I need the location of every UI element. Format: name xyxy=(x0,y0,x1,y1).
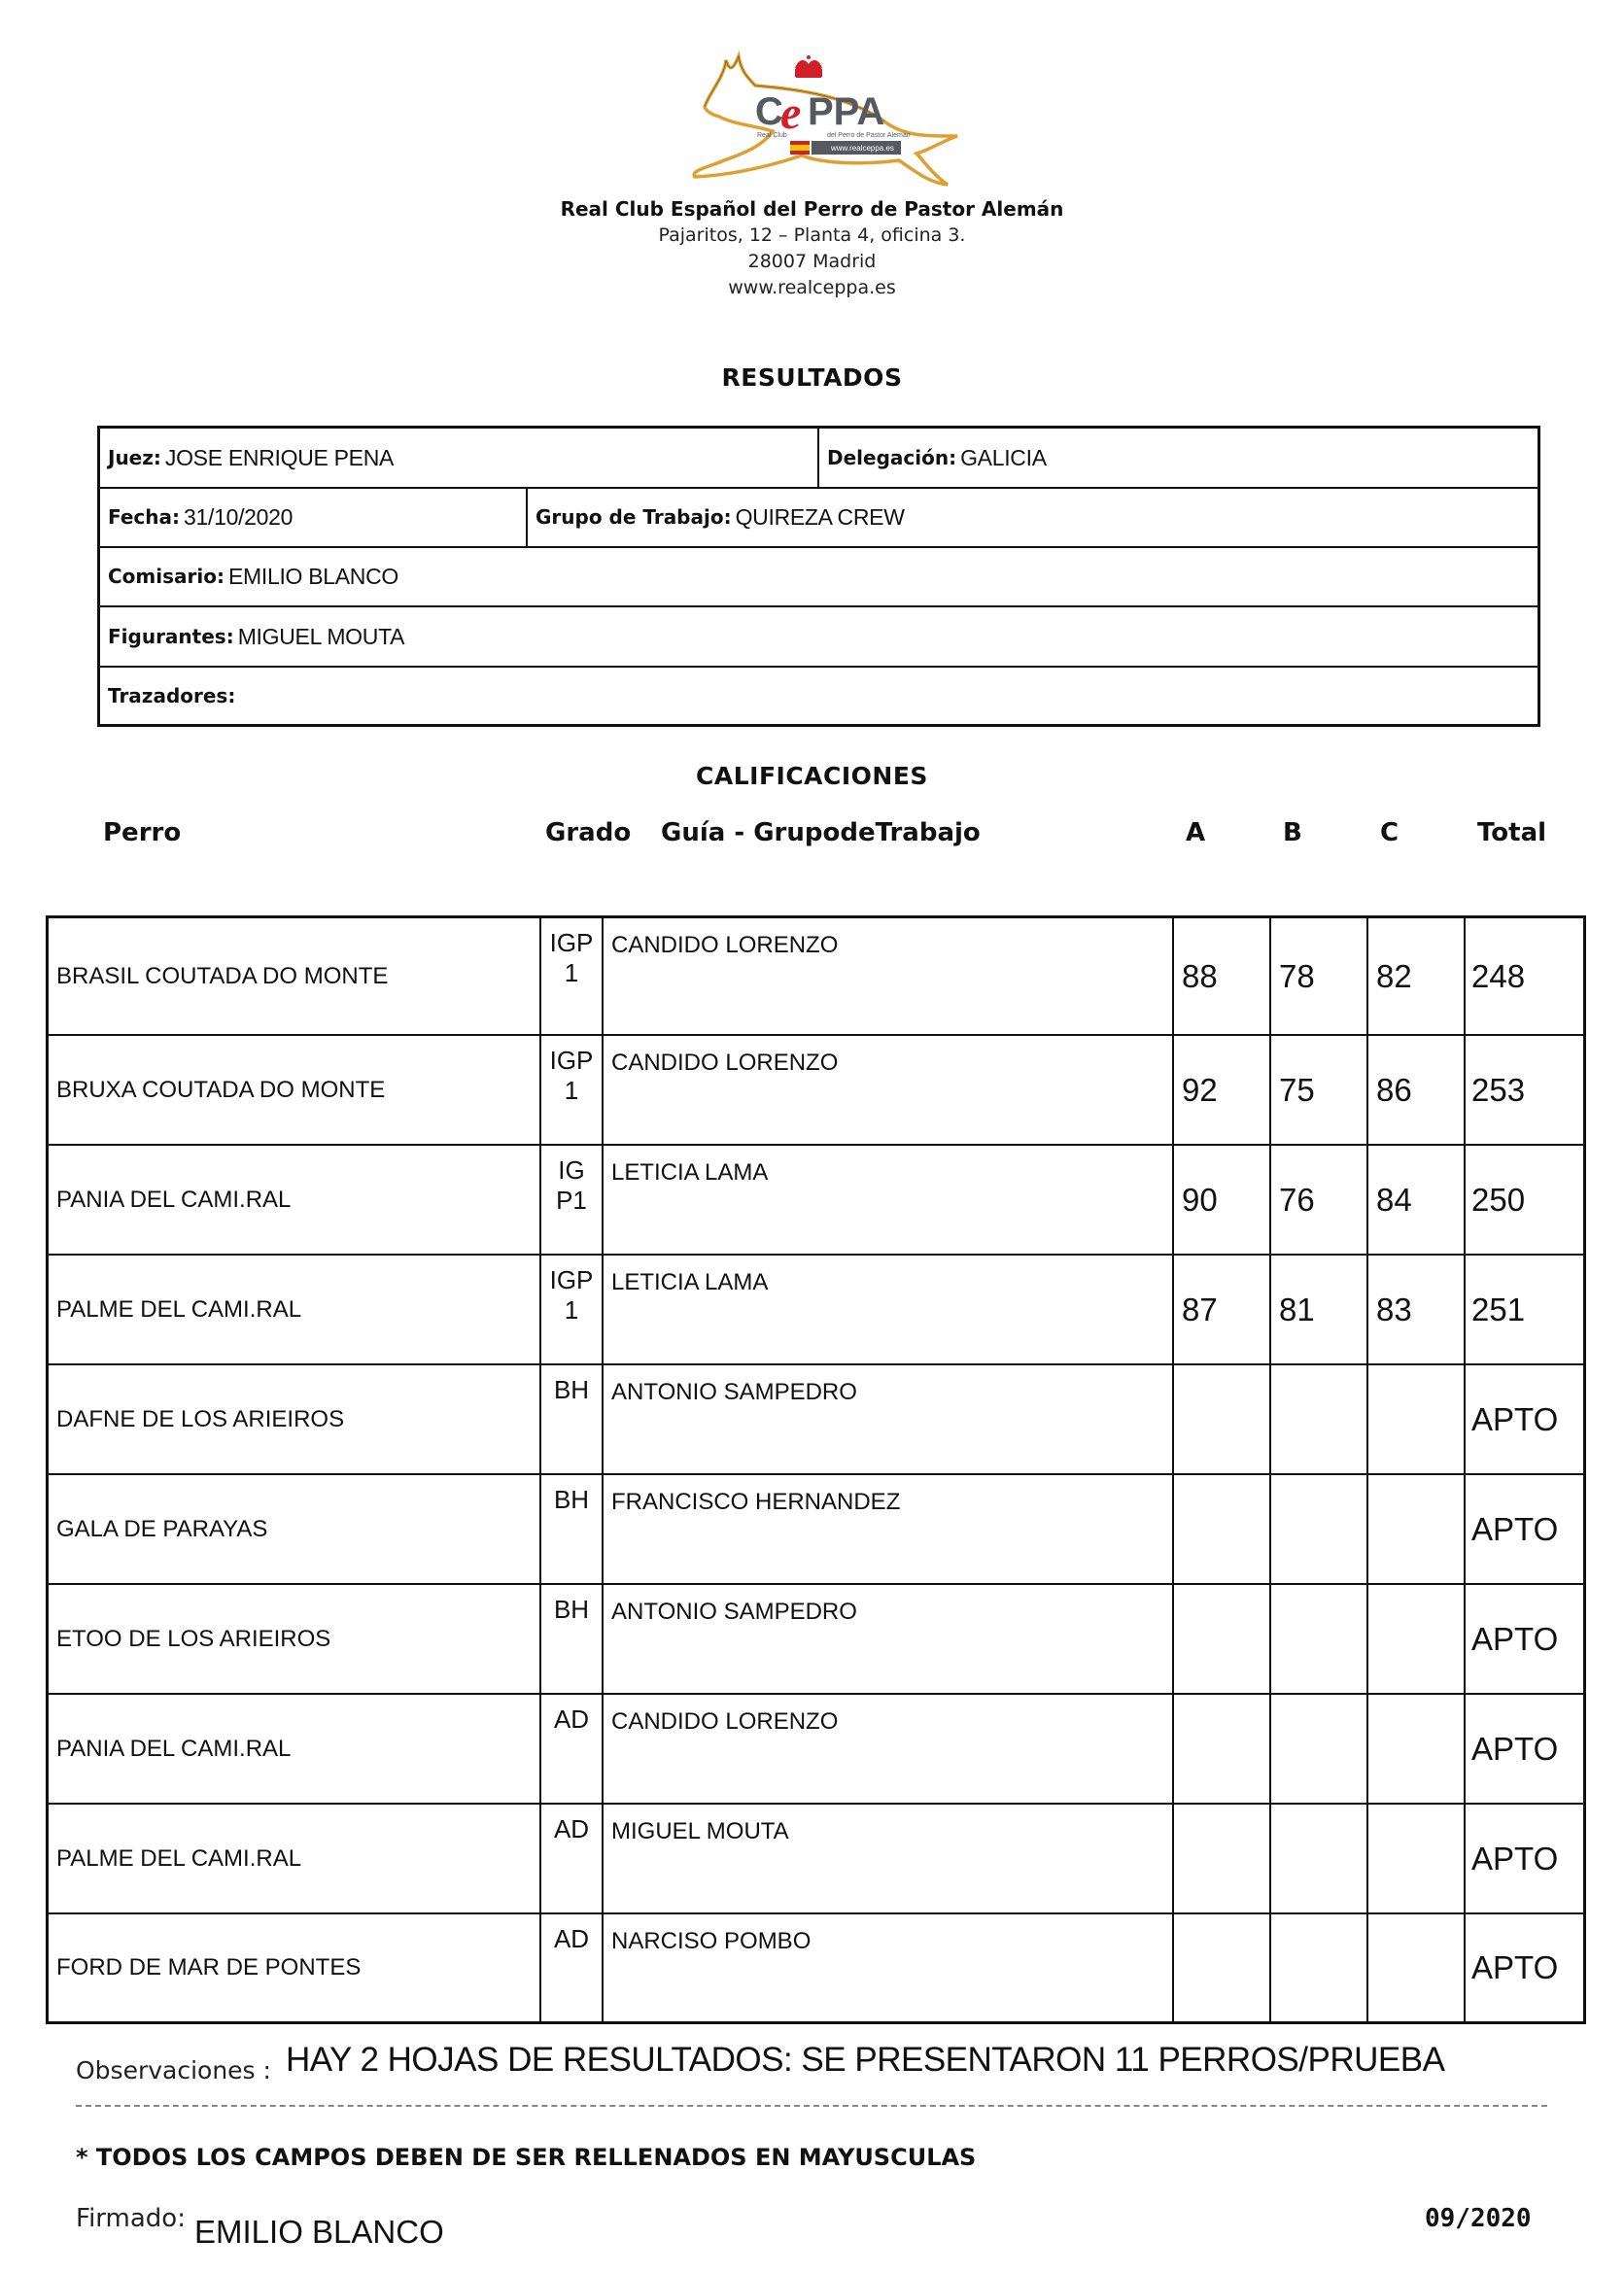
figurantes-field[interactable] xyxy=(100,607,1538,666)
grado-line-1: IG xyxy=(558,1155,585,1185)
svg-text:e: e xyxy=(780,87,802,139)
table-row xyxy=(46,1146,1586,1256)
column-header-grado: Grado xyxy=(545,818,632,847)
score-a-cell[interactable] xyxy=(1174,1805,1271,1912)
table-row xyxy=(46,1805,1586,1914)
figurantes-label: Figurantes: xyxy=(108,625,234,648)
guia-cell[interactable]: ANTONIO SAMPEDRO xyxy=(604,1585,1174,1693)
score-c-cell[interactable] xyxy=(1368,1914,1466,2021)
grado-line-2: 1 xyxy=(564,1076,579,1105)
table-row xyxy=(46,1695,1586,1805)
uppercase-note: * TODOS LOS CAMPOS DEBEN DE SER RELLENADOS EN MAYUSCULAS xyxy=(76,2144,977,2171)
info-row-figurantes xyxy=(100,607,1538,668)
grado-line-1: BH xyxy=(553,1485,590,1514)
column-header-a: A xyxy=(1186,818,1206,847)
score-b-cell[interactable]: 78 xyxy=(1271,918,1368,1034)
score-a-cell[interactable] xyxy=(1174,1695,1271,1803)
guia-cell[interactable]: FRANCISCO HERNANDEZ xyxy=(604,1475,1174,1583)
delegacion-field[interactable] xyxy=(819,429,1538,487)
score-a-cell[interactable] xyxy=(1174,1475,1271,1583)
grado-line-2: 1 xyxy=(564,958,579,987)
grado-cell[interactable] xyxy=(541,1805,604,1912)
perro-cell[interactable]: PALME DEL CAMI.RAL xyxy=(49,1805,541,1912)
results-table xyxy=(46,915,1586,2024)
perro-cell[interactable]: FORD DE MAR DE PONTES xyxy=(49,1914,541,2021)
grado-line-1: BH xyxy=(553,1375,590,1404)
trazadores-field[interactable] xyxy=(100,667,1538,724)
juez-field[interactable] xyxy=(100,429,819,487)
score-b-cell[interactable]: 81 xyxy=(1271,1256,1368,1363)
info-row-trazadores xyxy=(100,667,1538,724)
firmado-label: Firmado: xyxy=(76,2204,186,2233)
score-a-cell[interactable]: 92 xyxy=(1174,1036,1271,1144)
score-c-cell[interactable]: 83 xyxy=(1368,1256,1466,1363)
observaciones-underline xyxy=(76,2105,1547,2107)
grado-line-2: P1 xyxy=(556,1186,587,1215)
grado-cell[interactable] xyxy=(541,1585,604,1693)
total-cell[interactable]: APTO xyxy=(1471,1620,1559,1657)
table-row xyxy=(46,915,1586,1036)
svg-text:Real Club: Real Club xyxy=(757,132,787,139)
grado-line-1: AD xyxy=(553,1814,590,1843)
column-header-b: B xyxy=(1283,818,1302,847)
score-b-cell[interactable] xyxy=(1271,1475,1368,1583)
guia-cell[interactable]: CANDIDO LORENZO xyxy=(604,1036,1174,1144)
website-link[interactable]: www.realceppa.es xyxy=(728,277,896,298)
grado-cell[interactable] xyxy=(541,918,604,1034)
score-b-cell[interactable] xyxy=(1271,1805,1368,1912)
grado-cell[interactable] xyxy=(541,1365,604,1473)
grado-cell[interactable] xyxy=(541,1256,604,1363)
grado-line-2: 1 xyxy=(564,1295,579,1325)
delegacion-label: Delegación: xyxy=(827,446,957,469)
perro-cell[interactable]: PANIA DEL CAMI.RAL xyxy=(49,1695,541,1803)
score-b-cell[interactable]: 76 xyxy=(1271,1146,1368,1254)
address-line-1: Pajaritos, 12 – Planta 4, oficina 3. xyxy=(658,224,966,246)
total-cell[interactable]: APTO xyxy=(1471,1949,1559,1985)
guia-cell[interactable]: CANDIDO LORENZO xyxy=(604,1695,1174,1803)
info-row-juez xyxy=(100,429,1538,489)
perro-cell[interactable]: GALA DE PARAYAS xyxy=(49,1475,541,1583)
score-a-cell[interactable] xyxy=(1174,1365,1271,1473)
guia-cell[interactable]: CANDIDO LORENZO xyxy=(604,918,1174,1034)
figurantes-value: MIGUEL MOUTA xyxy=(237,623,405,649)
total-cell[interactable]: APTO xyxy=(1471,1840,1559,1877)
total-cell[interactable]: APTO xyxy=(1471,1510,1559,1547)
column-header-c: C xyxy=(1380,818,1399,847)
grado-cell[interactable] xyxy=(541,1695,604,1803)
svg-text:PPA: PPA xyxy=(808,90,885,133)
guia-cell[interactable]: LETICIA LAMA xyxy=(604,1256,1174,1363)
perro-cell[interactable]: BRASIL COUTADA DO MONTE xyxy=(49,918,541,1034)
column-header-guia: Guía - GrupodeTrabajo xyxy=(661,818,981,847)
score-c-cell[interactable] xyxy=(1368,1365,1466,1473)
observaciones-value[interactable]: HAY 2 HOJAS DE RESULTADOS: SE PRESENTARON 11 PERROS/PRUEBA xyxy=(286,2041,1445,2079)
grado-line-1: AD xyxy=(553,1705,590,1734)
info-row-fecha xyxy=(100,488,1538,548)
grado-line-1: BH xyxy=(553,1595,590,1624)
score-c-cell[interactable]: 86 xyxy=(1368,1036,1466,1144)
grado-cell[interactable] xyxy=(541,1475,604,1583)
address-line-2: 28007 Madrid xyxy=(747,251,877,272)
grado-line-1: IGP xyxy=(549,1265,594,1294)
grado-cell[interactable] xyxy=(541,1036,604,1144)
grado-line-1: AD xyxy=(553,1924,590,1953)
grado-line-1: IGP xyxy=(549,928,594,957)
comisario-value: EMILIO BLANCO xyxy=(227,563,399,589)
perro-cell[interactable]: BRUXA COUTADA DO MONTE xyxy=(49,1036,541,1144)
delegacion-value: GALICIA xyxy=(960,444,1047,470)
total-cell[interactable]: APTO xyxy=(1471,1400,1559,1437)
score-a-cell[interactable] xyxy=(1174,1914,1271,2021)
column-header-total: Total xyxy=(1477,818,1547,847)
guia-cell[interactable]: LETICIA LAMA xyxy=(604,1146,1174,1254)
comisario-label: Comisario: xyxy=(108,565,225,588)
table-row xyxy=(46,1256,1586,1365)
juez-label: Juez: xyxy=(108,446,161,469)
svg-text:www.realceppa.es: www.realceppa.es xyxy=(831,144,894,153)
total-cell[interactable]: 250 xyxy=(1471,1181,1526,1218)
table-row xyxy=(46,1036,1586,1146)
score-c-cell[interactable]: 82 xyxy=(1368,918,1466,1034)
perro-cell[interactable]: ETOO DE LOS ARIEIROS xyxy=(49,1585,541,1693)
perro-cell[interactable]: DAFNE DE LOS ARIEIROS xyxy=(49,1365,541,1473)
ceppa-logo xyxy=(666,39,967,189)
info-row-comisario xyxy=(100,547,1538,607)
club-name: Real Club Español del Perro de Pastor Alemán xyxy=(560,197,1064,221)
total-cell[interactable]: 251 xyxy=(1471,1291,1526,1327)
perro-cell[interactable]: PALME DEL CAMI.RAL xyxy=(49,1256,541,1363)
grado-line-1: IGP xyxy=(549,1046,594,1075)
score-c-cell[interactable] xyxy=(1368,1695,1466,1803)
guia-cell[interactable]: ANTONIO SAMPEDRO xyxy=(604,1365,1174,1473)
fecha-label: Fecha: xyxy=(108,505,181,529)
total-cell[interactable]: APTO xyxy=(1471,1730,1559,1767)
perro-cell[interactable]: PANIA DEL CAMI.RAL xyxy=(49,1146,541,1254)
score-a-cell[interactable]: 87 xyxy=(1174,1256,1271,1363)
comisario-field[interactable] xyxy=(100,547,1538,605)
column-header-perro: Perro xyxy=(103,818,182,847)
juez-value: JOSE ENRIQUE PENA xyxy=(164,444,395,470)
grupo-trabajo-value: QUIREZA CREW xyxy=(735,503,905,530)
table-row xyxy=(46,1585,1586,1695)
firmado-value[interactable]: EMILIO BLANCO xyxy=(194,2214,444,2250)
event-info-table xyxy=(97,426,1540,727)
svg-text:del Perro de Pastor Alemán: del Perro de Pastor Alemán xyxy=(827,132,911,139)
score-a-cell[interactable]: 88 xyxy=(1174,918,1271,1034)
score-c-cell[interactable] xyxy=(1368,1475,1466,1583)
guia-cell[interactable]: MIGUEL MOUTA xyxy=(604,1805,1174,1912)
grupo-trabajo-field[interactable] xyxy=(528,488,1538,546)
svg-text:C: C xyxy=(755,90,783,133)
table-row xyxy=(46,1914,1586,2024)
score-b-cell[interactable] xyxy=(1271,1585,1368,1693)
resultados-title: RESULTADOS xyxy=(721,363,903,392)
form-version: 09/2020 xyxy=(1425,2204,1532,2233)
calificaciones-title: CALIFICACIONES xyxy=(696,762,928,790)
score-b-cell[interactable] xyxy=(1271,1914,1368,2021)
observaciones-label: Observaciones : xyxy=(76,2056,271,2084)
score-c-cell[interactable] xyxy=(1368,1805,1466,1912)
score-c-cell[interactable] xyxy=(1368,1585,1466,1693)
score-a-cell[interactable]: 90 xyxy=(1174,1146,1271,1254)
score-b-cell[interactable] xyxy=(1271,1365,1368,1473)
table-row xyxy=(46,1475,1586,1585)
fecha-field[interactable] xyxy=(100,488,528,546)
table-row xyxy=(46,1365,1586,1475)
trazadores-label: Trazadores: xyxy=(108,683,236,707)
score-c-cell[interactable]: 84 xyxy=(1368,1146,1466,1254)
score-b-cell[interactable]: 75 xyxy=(1271,1036,1368,1144)
grado-cell[interactable] xyxy=(541,1146,604,1254)
grupo-trabajo-label: Grupo de Trabajo: xyxy=(536,505,732,529)
score-a-cell[interactable] xyxy=(1174,1585,1271,1693)
total-cell[interactable]: 248 xyxy=(1471,957,1526,994)
fecha-value: 31/10/2020 xyxy=(184,503,294,530)
grado-cell[interactable] xyxy=(541,1914,604,2021)
guia-cell[interactable]: NARCISO POMBO xyxy=(604,1914,1174,2021)
total-cell[interactable]: 253 xyxy=(1471,1071,1526,1108)
score-b-cell[interactable] xyxy=(1271,1695,1368,1803)
german-shepherd-logo-icon xyxy=(666,39,967,189)
